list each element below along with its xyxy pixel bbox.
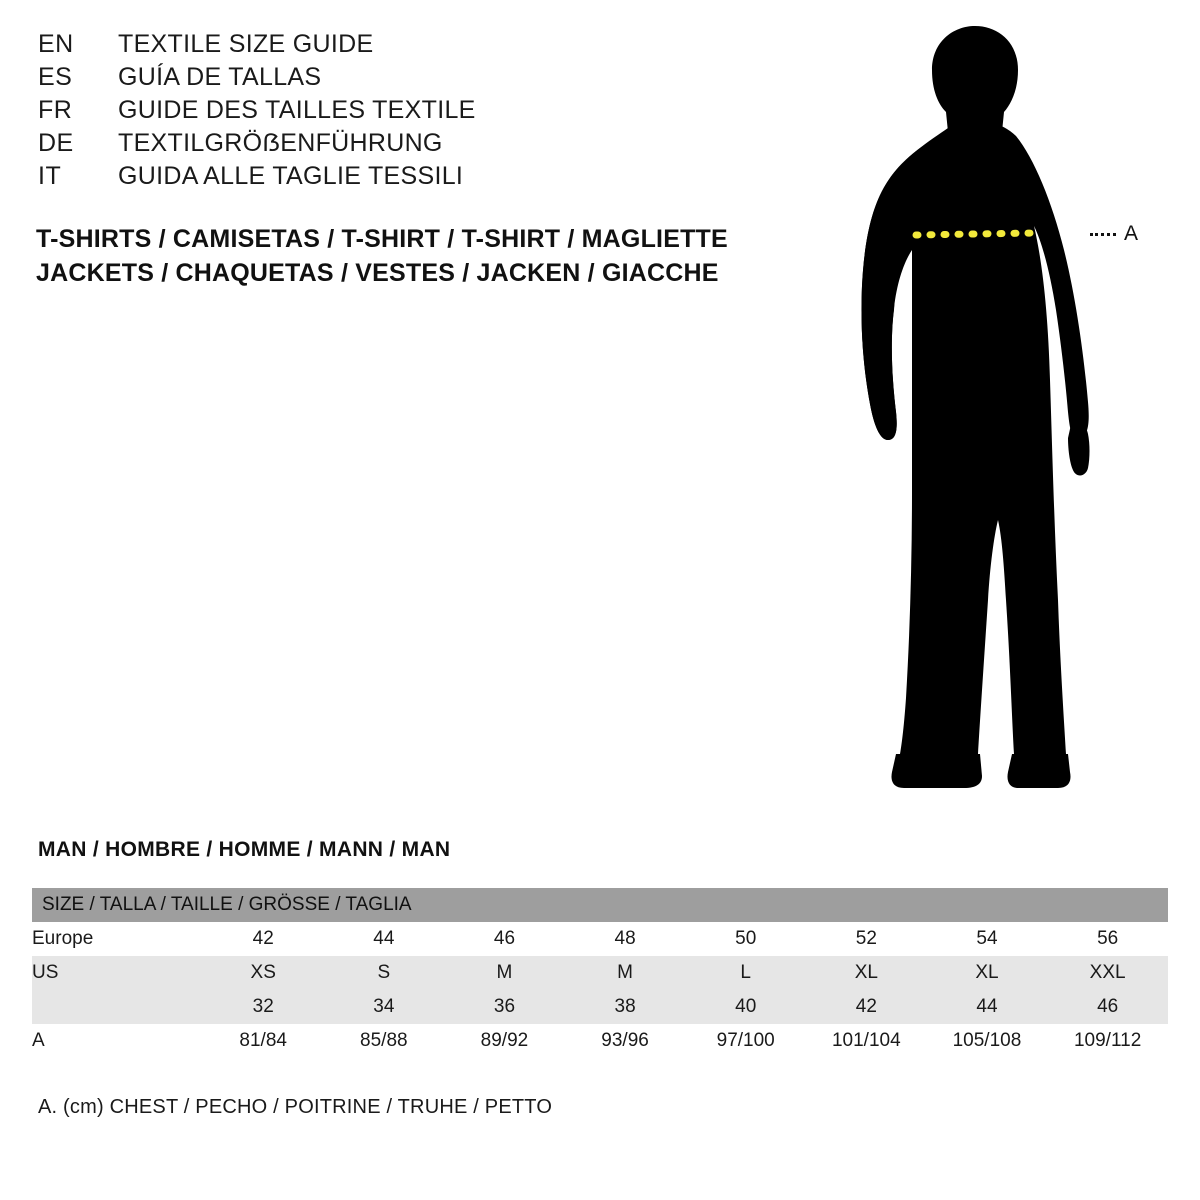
cell-a-6: 101/104 xyxy=(806,1024,927,1058)
silhouette-svg xyxy=(820,20,1180,800)
language-code: IT xyxy=(38,162,62,190)
row-label-europe: Europe xyxy=(32,922,203,956)
cell-num-3: 36 xyxy=(444,990,565,1024)
size-table xyxy=(32,888,1168,1058)
language-text: GUÍA DE TALLAS xyxy=(118,63,322,91)
row-label-us: US xyxy=(32,956,203,990)
measure-label-a: A xyxy=(1124,222,1139,245)
cell-num-1: 32 xyxy=(203,990,324,1024)
category-jackets: JACKETS / CHAQUETAS / VESTES / JACKEN / GIACCHE xyxy=(36,259,719,287)
cell-europe-6: 52 xyxy=(806,922,927,956)
cell-europe-2: 44 xyxy=(324,922,445,956)
footnote-chest: A. (cm) CHEST / PECHO / POITRINE / TRUHE / PETTO xyxy=(38,1096,553,1118)
language-code: ES xyxy=(38,63,73,91)
table-header-label: SIZE / TALLA / TAILLE / GRÖSSE / TAGLIA xyxy=(32,888,1168,922)
table-section-title: MAN / HOMBRE / HOMME / MANN / MAN xyxy=(38,838,451,861)
language-row xyxy=(38,63,798,96)
language-code: FR xyxy=(38,96,73,124)
cell-us-2: S xyxy=(324,956,445,990)
cell-europe-5: 50 xyxy=(685,922,806,956)
language-row xyxy=(38,96,798,129)
cell-europe-3: 46 xyxy=(444,922,565,956)
cell-europe-8: 56 xyxy=(1047,922,1168,956)
language-row xyxy=(38,162,798,195)
table-row xyxy=(32,956,1168,990)
cell-a-4: 93/96 xyxy=(565,1024,686,1058)
cell-europe-7: 54 xyxy=(927,922,1048,956)
cell-a-5: 97/100 xyxy=(685,1024,806,1058)
body-silhouette-illustration xyxy=(820,20,1180,800)
cell-a-7: 105/108 xyxy=(927,1024,1048,1058)
cell-num-2: 34 xyxy=(324,990,445,1024)
chest-measure-line xyxy=(916,233,1034,235)
language-code: EN xyxy=(38,30,74,58)
cell-a-2: 85/88 xyxy=(324,1024,445,1058)
cell-europe-4: 48 xyxy=(565,922,686,956)
language-row xyxy=(38,129,798,162)
row-label-a: A xyxy=(32,1024,203,1058)
cell-us-3: M xyxy=(444,956,565,990)
category-tshirts: T-SHIRTS / CAMISETAS / T-SHIRT / T-SHIRT / MAGLIETTE xyxy=(36,225,728,253)
row-label-numeric xyxy=(32,990,203,1024)
measure-leader-line xyxy=(1090,233,1116,236)
cell-us-4: M xyxy=(565,956,686,990)
cell-europe-1: 42 xyxy=(203,922,324,956)
cell-us-7: XL xyxy=(927,956,1048,990)
language-text: TEXTILE SIZE GUIDE xyxy=(118,30,374,58)
cell-num-5: 40 xyxy=(685,990,806,1024)
table-header-row xyxy=(32,888,1168,922)
language-row xyxy=(38,30,798,63)
cell-us-1: XS xyxy=(203,956,324,990)
table-row xyxy=(32,990,1168,1024)
cell-a-8: 109/112 xyxy=(1047,1024,1168,1058)
category-headings xyxy=(36,222,728,290)
language-list xyxy=(38,30,798,195)
language-text: GUIDE DES TAILLES TEXTILE xyxy=(118,96,476,124)
cell-num-8: 46 xyxy=(1047,990,1168,1024)
cell-a-1: 81/84 xyxy=(203,1024,324,1058)
cell-us-5: L xyxy=(685,956,806,990)
cell-num-4: 38 xyxy=(565,990,686,1024)
cell-num-7: 44 xyxy=(927,990,1048,1024)
cell-us-8: XXL xyxy=(1047,956,1168,990)
language-code: DE xyxy=(38,129,74,157)
table-row xyxy=(32,922,1168,956)
cell-us-6: XL xyxy=(806,956,927,990)
language-text: TEXTILGRÖẞENFÜHRUNG xyxy=(118,129,443,157)
cell-num-6: 42 xyxy=(806,990,927,1024)
cell-a-3: 89/92 xyxy=(444,1024,565,1058)
table-row xyxy=(32,1024,1168,1058)
language-text: GUIDA ALLE TAGLIE TESSILI xyxy=(118,162,464,190)
